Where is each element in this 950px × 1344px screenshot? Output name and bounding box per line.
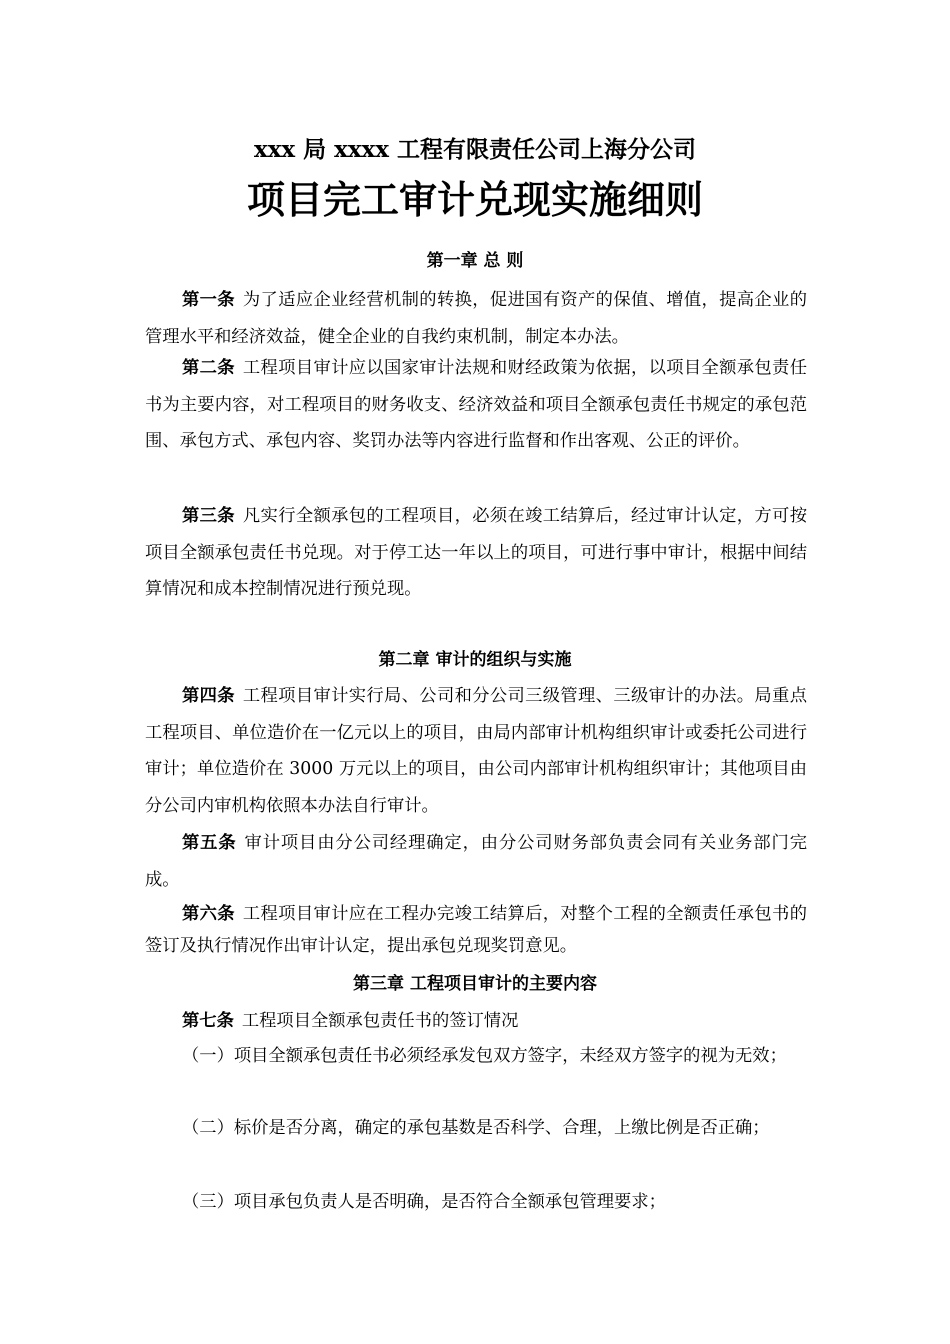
- company-name: xxx 局 xxxx 工程有限责任公司上海分公司: [253, 136, 696, 163]
- article-3: [145, 498, 807, 608]
- article-7-label: 第七条: [182, 1011, 234, 1031]
- chapter-2-heading: 第二章 审计的组织与实施: [378, 650, 572, 670]
- article-6-text: 工程项目审计应在工程办完竣工结算后，对整个工程的全额责任承包书的签订及执行情况作出审计认定，提出承包兑现奖罚意见。: [145, 904, 807, 956]
- article-7-text: 工程项目全额承包责任书的签订情况: [241, 1011, 519, 1031]
- list-item: （一）项目全额承包责任书必须经承发包双方签字，未经双方签字的视为无效；: [182, 1046, 787, 1066]
- article-3-text: 凡实行全额承包的工程项目，必须在竣工结算后，经过审计认定，方可按项目全额承包责任书兑现。对于停工达一年以上的项目，可进行事中审计，根据中间结算情况和成本控制情况进行预兑现。: [145, 506, 807, 599]
- article-4: [145, 678, 807, 824]
- document-title: 项目完工审计兑现实施细则: [246, 177, 703, 222]
- article-2-text: 工程项目审计应以国家审计法规和财经政策为依据，以项目全额承包责任书为主要内容，对工程项目的财务收支、经济效益和项目全额承包责任书规定的承包范围、承包方式、承包内容、奖罚办法等内容进行监督和作出客观、公正的评价。: [145, 358, 807, 451]
- article-2-label: 第二条: [182, 358, 235, 378]
- chapter-3-heading: 第三章 工程项目审计的主要内容: [353, 974, 597, 994]
- article-1-text: 为了适应企业经营机制的转换，促进国有资产的保值、增值，提高企业的管理水平和经济效益，健全企业的自我约束机制，制定本办法。: [145, 290, 807, 347]
- article-6: [145, 898, 807, 962]
- article-6-label: 第六条: [182, 904, 235, 924]
- article-1-label: 第一条: [182, 290, 235, 310]
- list-item: （三）项目承包负责人是否明确，是否符合全额承包管理要求；: [182, 1192, 666, 1212]
- article-3-label: 第三条: [182, 506, 235, 526]
- article-5-text: 审计项目由分公司经理确定，由分公司财务部负责会同有关业务部门完成。: [145, 833, 807, 890]
- list-item: （二）标价是否分离，确定的承包基数是否科学、合理，上缴比例是否正确；: [182, 1118, 770, 1138]
- chapter-1-heading: 第一章 总 则: [426, 251, 524, 271]
- article-1: [145, 282, 807, 355]
- article-5-label: 第五条: [182, 833, 237, 853]
- article-4-label: 第四条: [182, 686, 235, 706]
- article-4-text: 工程项目审计实行局、公司和分公司三级管理、三级审计的办法。局重点工程项目、单位造价在一亿元以上的项目，由局内部审计机构组织审计或委托公司进行审计；单位造价在 3000 万元以上的项目，由公司内部审计机构组织审计；其他项目由分公司内审机构依照本办法自行审计。: [145, 686, 807, 816]
- article-7: [145, 1005, 807, 1037]
- article-5: [145, 825, 807, 898]
- article-2: [145, 350, 807, 460]
